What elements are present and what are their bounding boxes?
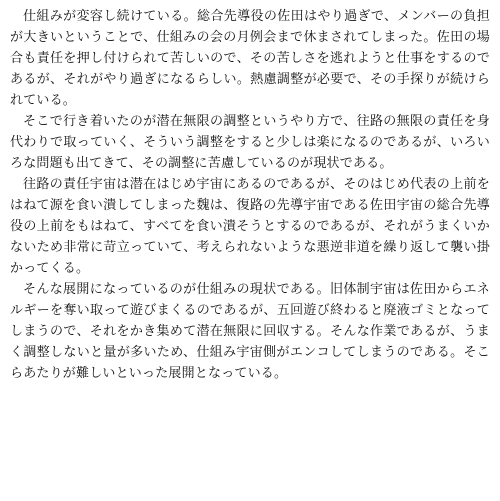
paragraph-1: 仕組みが変容し続けている。総合先導役の佐田はやり過ぎで、メンバーの負担が大きいということで、仕組みの会の月例会まで休まされてしまった。佐田の場合も責任を押し付けられて苦しいので、その苦しさを逃れようと仕事をするのであるが、それがやり過ぎになるらしい。熱慮調整が必要で、その手探りが続けられている。 — [10, 9, 490, 108]
paragraph-2: そこで行き着いたのが潜在無限の調整というやり方で、往路の無限の責任を身代わりで取っていく、そういう調整をすると少しは楽になるのであるが、いろいろな問題も出てきて、その調整に苦慮しているのが現状である。 — [10, 114, 490, 171]
paragraph-3: 往路の責任宇宙は潜在はじめ宇宙にあるのであるが、そのはじめ代表の上前をはねて源を食い潰してしまった魏は、復路の先導宇宙である佐田宇宙の総合先導役の上前をもはねて、すべてを食い潰そうとするのであるが、それがうまくいかないため非常に苛立っていて、考えられないような悪逆非道を繰り返して襲い掛かってくる。 — [10, 177, 490, 276]
document-body — [10, 6, 490, 384]
paragraph-4: そんな展開になっているのが仕組みの現状である。旧体制宇宙は佐田からエネルギーを奪い取って遊びまくるのであるが、五回遊び終わると廃液ゴミとなってしまうので、それをかき集めて潜在無限に回収する。そんな作業であるが、うまく調整しないと量が多いため、仕組み宇宙側がエンコしてしまうのである。そこらあたりが難しいといった展開となっている。 — [10, 282, 490, 381]
